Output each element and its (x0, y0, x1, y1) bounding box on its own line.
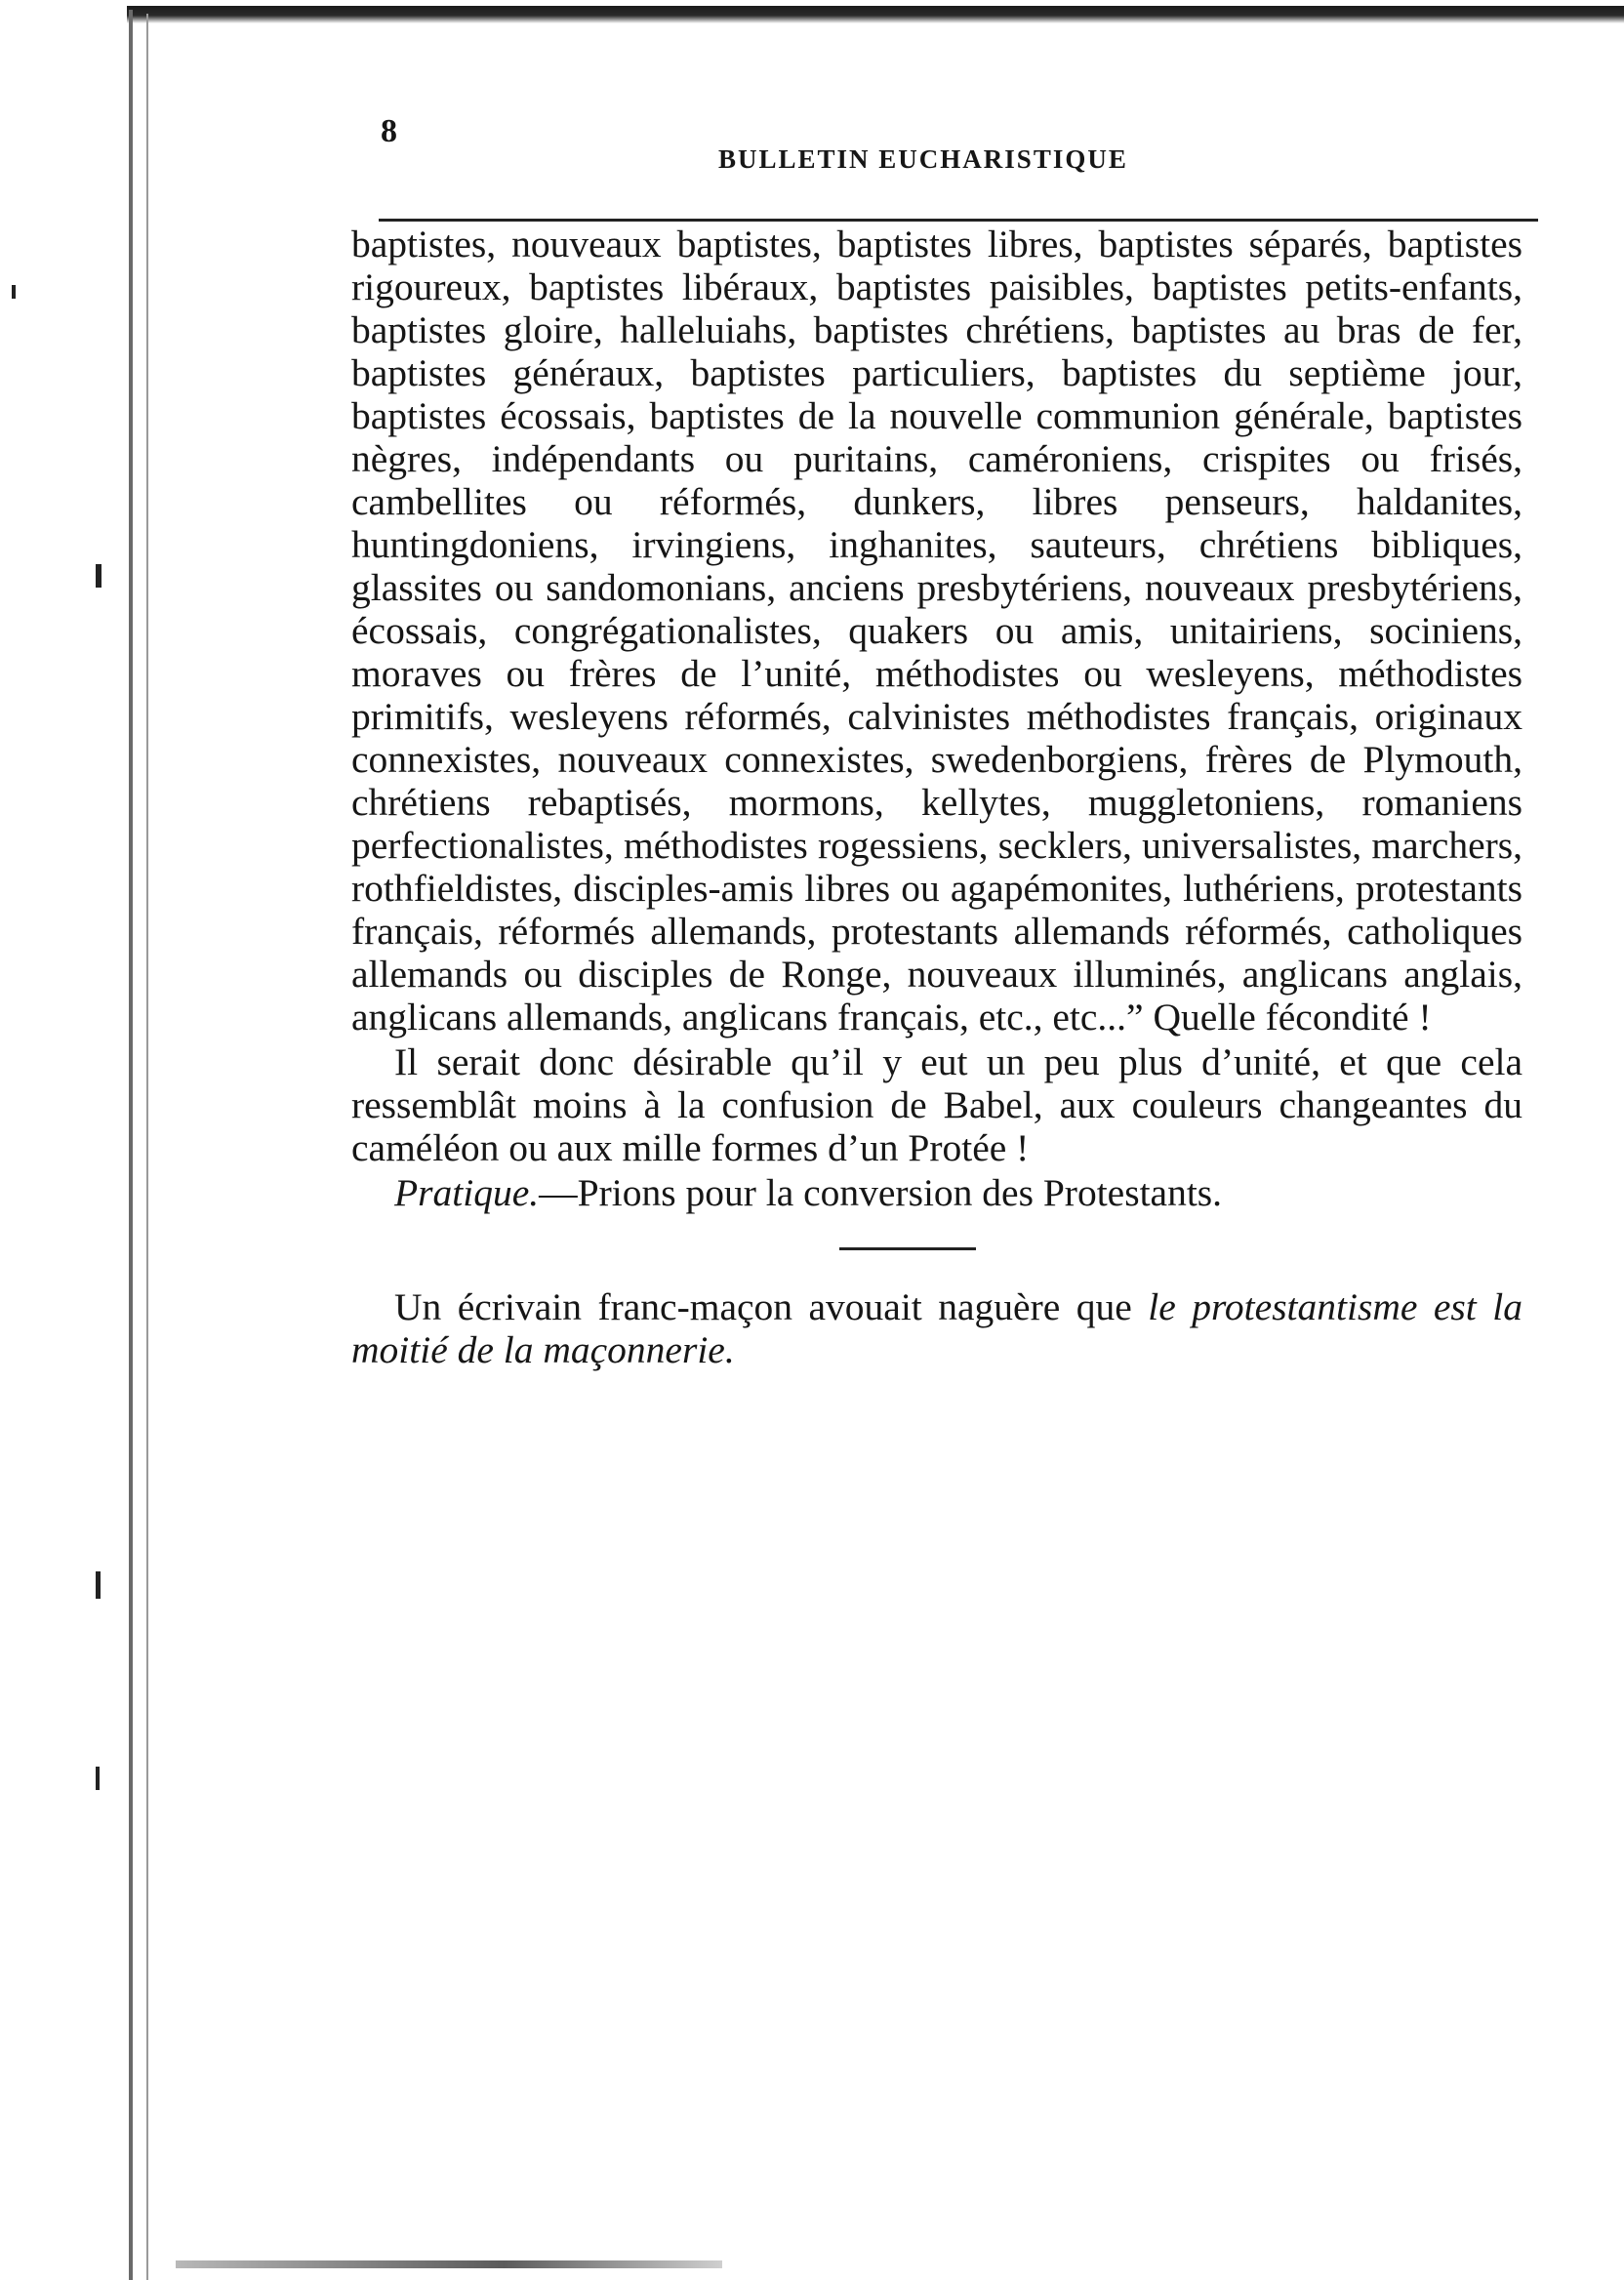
running-title: BULLETIN EUCHARISTIQUE (718, 144, 1128, 174)
scan-edge-top (127, 6, 1624, 23)
page-number: 8 (381, 113, 397, 149)
scan-speck (96, 1571, 101, 1599)
scan-speck (96, 1767, 100, 1790)
paragraph-unity: Il serait donc désirable qu’il y eut un peu plus d’unité, et que cela ressemblât moins à la confusion de Babel, aux couleurs changeantes du caméléon ou aux mille formes d’un Protée ! (351, 1040, 1522, 1169)
freemason-quote: le protestantisme est la moitié de la maçonnerie. (351, 1285, 1522, 1371)
paragraph-freemason (351, 1285, 1522, 1371)
main-text (351, 223, 1522, 1371)
scan-speck (12, 285, 16, 299)
paragraph-denominations: baptistes, nouveaux baptistes, baptistes libres, baptistes séparés, baptistes rigoureux, baptistes libéraux, baptistes paisibles, baptistes petits-enfants, baptistes gloire, halleluiahs, baptistes chrétiens, baptistes au bras de fer, baptistes généraux, baptistes particuliers, baptistes du septième jour, baptistes écossais, baptistes de la nouvelle communion générale, baptistes nègres, indépendants ou puritains, caméroniens, crispites ou frisés, cambellites ou réformés, dunkers, libres penseurs, haldanites, huntingdoniens, irvingiens, inghanites, sauteurs, chrétiens bibliques, glassites ou sandomonians, anciens presbytériens, nouveaux presbytériens, écossais, congrégationalistes, quakers ou amis, unitairiens, sociniens, moraves ou frères de l’unité, méthodistes ou wesleyens, méthodistes primitifs, wesleyens réformés, calvinistes méthodistes français, originaux connexistes, nouveaux connexistes, swedenborgiens, frères de Plymouth, chrétiens rebaptisés, mormons, kellytes, muggletoniens, romaniens perfectionalistes, méthodistes rogessiens, secklers, universalistes, marchers, rothfieldistes, disciples-amis libres ou agapémonites, luthériens, protestants français, réformés allemands, protestants allemands réformés, catholiques allemands ou disciples de Ronge, nouveaux illuminés, anglicans anglais, anglicans allemands, anglicans français, etc., etc...” Quelle fécondité ! (351, 223, 1522, 1038)
pratique-label: Pratique. (394, 1171, 540, 1214)
running-header (351, 98, 1522, 191)
freemason-text: Un écrivain franc-maçon avouait naguère que (394, 1285, 1149, 1328)
scan-speck (96, 564, 102, 588)
header-rule (379, 219, 1538, 222)
book-page (351, 98, 1522, 1371)
scan-edge-left-inner (146, 14, 148, 2280)
pratique-text: —Prions pour la conversion des Protestants. (539, 1171, 1223, 1214)
scan-edge-left (129, 10, 133, 2280)
section-divider (839, 1247, 976, 1250)
paragraph-pratique (351, 1171, 1522, 1214)
scan-edge-bottom (176, 2260, 722, 2268)
